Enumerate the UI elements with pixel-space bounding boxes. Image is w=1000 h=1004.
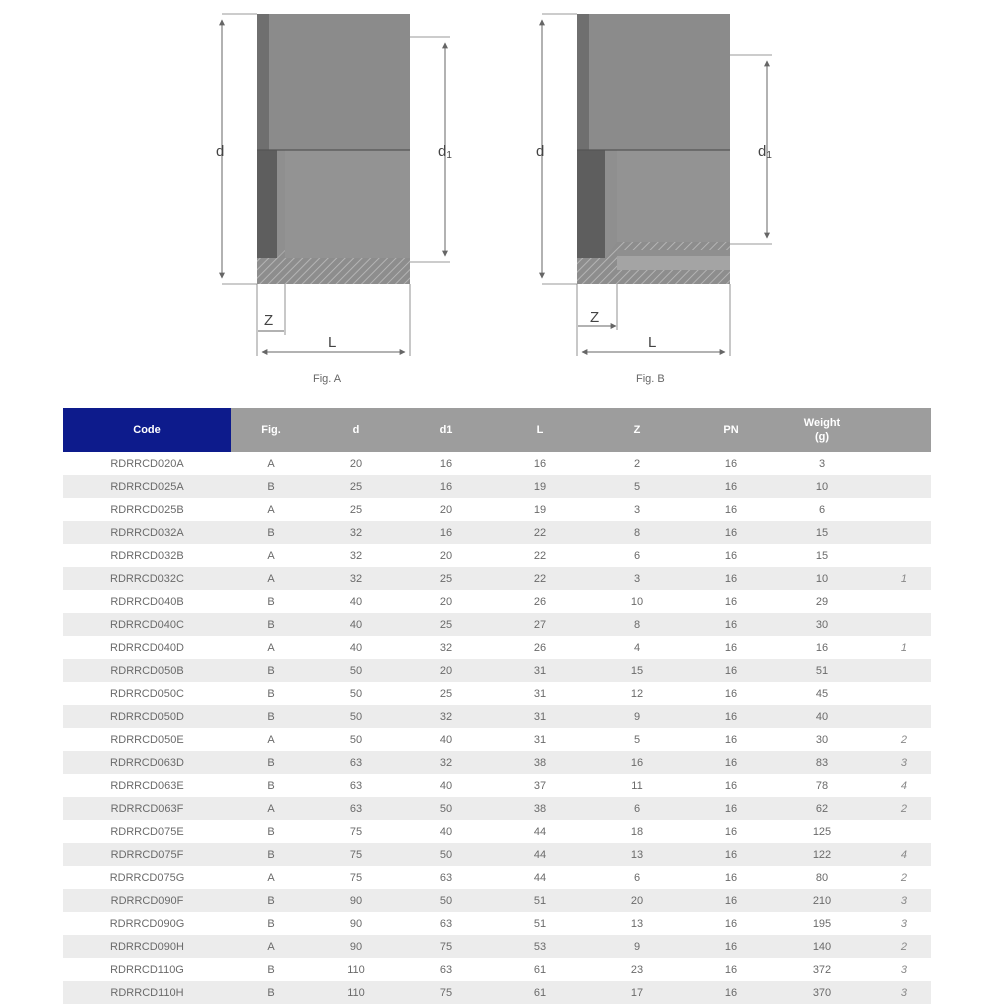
header-fig: Fig. bbox=[231, 408, 311, 452]
cell-d1: 63 bbox=[401, 958, 491, 981]
cell-code: RDRRCD075G bbox=[63, 866, 231, 889]
cell-d: 50 bbox=[311, 728, 401, 751]
cell-d1: 75 bbox=[401, 981, 491, 1004]
table-row bbox=[63, 935, 931, 958]
header-weight bbox=[777, 408, 867, 452]
table-row bbox=[63, 820, 931, 843]
table-row bbox=[63, 636, 931, 659]
table-row bbox=[63, 728, 931, 751]
cell-weight: 6 bbox=[777, 498, 867, 521]
cell-l: 27 bbox=[491, 613, 589, 636]
cell-l: 51 bbox=[491, 912, 589, 935]
header-d: d bbox=[311, 408, 401, 452]
cell-weight: 140 bbox=[777, 935, 867, 958]
cell-z: 12 bbox=[589, 682, 685, 705]
cell-l: 31 bbox=[491, 682, 589, 705]
cell-code: RDRRCD050B bbox=[63, 659, 231, 682]
cell-weight: 370 bbox=[777, 981, 867, 1004]
cell-code: RDRRCD050D bbox=[63, 705, 231, 728]
fig-a-label-d1: d1 bbox=[438, 143, 452, 161]
cell-weight: 45 bbox=[777, 682, 867, 705]
cell-code: RDRRCD063E bbox=[63, 774, 231, 797]
cell-d1: 50 bbox=[401, 889, 491, 912]
table-row bbox=[63, 498, 931, 521]
cell-d: 90 bbox=[311, 935, 401, 958]
cell-l: 22 bbox=[491, 567, 589, 590]
header-weight-label: Weight bbox=[803, 417, 841, 429]
cell-d: 63 bbox=[311, 751, 401, 774]
table-row bbox=[63, 475, 931, 498]
cell-weight: 30 bbox=[777, 728, 867, 751]
cell-weight: 122 bbox=[777, 843, 867, 866]
cell-weight: 125 bbox=[777, 820, 867, 843]
cell-pn: 16 bbox=[685, 613, 777, 636]
header-d1: d1 bbox=[401, 408, 491, 452]
fig-a-label-z: Z bbox=[264, 312, 274, 329]
cell-note: 3 bbox=[867, 981, 931, 1004]
cell-z: 13 bbox=[589, 912, 685, 935]
cell-d: 25 bbox=[311, 475, 401, 498]
cell-code: RDRRCD075E bbox=[63, 820, 231, 843]
cell-l: 38 bbox=[491, 751, 589, 774]
cell-l: 44 bbox=[491, 820, 589, 843]
table-row bbox=[63, 521, 931, 544]
cell-code: RDRRCD025B bbox=[63, 498, 231, 521]
cell-fig: B bbox=[231, 958, 311, 981]
cell-l: 31 bbox=[491, 728, 589, 751]
cell-d: 63 bbox=[311, 797, 401, 820]
header-z: Z bbox=[589, 408, 685, 452]
cell-pn: 16 bbox=[685, 498, 777, 521]
fig-b-bore bbox=[617, 150, 730, 242]
cell-d1: 32 bbox=[401, 751, 491, 774]
cell-z: 9 bbox=[589, 705, 685, 728]
cell-pn: 16 bbox=[685, 728, 777, 751]
cell-fig: B bbox=[231, 981, 311, 1004]
table-row bbox=[63, 705, 931, 728]
cell-code: RDRRCD090H bbox=[63, 935, 231, 958]
cell-weight: 3 bbox=[777, 452, 867, 475]
cell-note bbox=[867, 820, 931, 843]
cell-fig: B bbox=[231, 774, 311, 797]
cell-fig: A bbox=[231, 452, 311, 475]
cell-l: 61 bbox=[491, 958, 589, 981]
cell-note: 3 bbox=[867, 958, 931, 981]
cell-d1: 16 bbox=[401, 521, 491, 544]
cell-note bbox=[867, 544, 931, 567]
cell-d: 90 bbox=[311, 889, 401, 912]
header-l: L bbox=[491, 408, 589, 452]
cell-pn: 16 bbox=[685, 912, 777, 935]
cell-d1: 40 bbox=[401, 820, 491, 843]
fig-b-hatch-lower bbox=[617, 270, 730, 284]
cell-note: 2 bbox=[867, 728, 931, 751]
cell-fig: B bbox=[231, 590, 311, 613]
cell-note bbox=[867, 590, 931, 613]
cell-z: 3 bbox=[589, 498, 685, 521]
cell-pn: 16 bbox=[685, 843, 777, 866]
fig-a-wall bbox=[257, 150, 277, 258]
cell-fig: A bbox=[231, 728, 311, 751]
cell-pn: 16 bbox=[685, 705, 777, 728]
cell-pn: 16 bbox=[685, 751, 777, 774]
cell-note: 3 bbox=[867, 751, 931, 774]
cell-d: 75 bbox=[311, 866, 401, 889]
cell-d1: 32 bbox=[401, 636, 491, 659]
cell-weight: 51 bbox=[777, 659, 867, 682]
fig-b-label-d: d bbox=[536, 143, 545, 160]
cell-l: 22 bbox=[491, 544, 589, 567]
cell-code: RDRRCD032C bbox=[63, 567, 231, 590]
fig-b-outer-edge bbox=[577, 14, 589, 150]
cell-d1: 40 bbox=[401, 774, 491, 797]
cell-note: 3 bbox=[867, 889, 931, 912]
cell-code: RDRRCD050E bbox=[63, 728, 231, 751]
cell-z: 11 bbox=[589, 774, 685, 797]
cell-weight: 40 bbox=[777, 705, 867, 728]
cell-fig: B bbox=[231, 820, 311, 843]
cell-z: 3 bbox=[589, 567, 685, 590]
cell-pn: 16 bbox=[685, 797, 777, 820]
cell-code: RDRRCD032B bbox=[63, 544, 231, 567]
cell-d1: 16 bbox=[401, 452, 491, 475]
cell-d: 32 bbox=[311, 544, 401, 567]
header-weight-unit: (g) bbox=[814, 431, 830, 443]
cell-weight: 16 bbox=[777, 636, 867, 659]
cell-z: 20 bbox=[589, 889, 685, 912]
cell-note bbox=[867, 498, 931, 521]
header-pn: PN bbox=[685, 408, 777, 452]
cell-fig: A bbox=[231, 567, 311, 590]
cell-pn: 16 bbox=[685, 521, 777, 544]
cell-pn: 16 bbox=[685, 981, 777, 1004]
fig-b-wall bbox=[577, 150, 605, 258]
cell-weight: 78 bbox=[777, 774, 867, 797]
cell-fig: A bbox=[231, 797, 311, 820]
cell-z: 15 bbox=[589, 659, 685, 682]
cell-fig: B bbox=[231, 521, 311, 544]
cell-l: 31 bbox=[491, 705, 589, 728]
cell-weight: 29 bbox=[777, 590, 867, 613]
fig-b-drawing bbox=[536, 14, 772, 356]
cell-fig: B bbox=[231, 843, 311, 866]
cell-z: 23 bbox=[589, 958, 685, 981]
table-row bbox=[63, 912, 931, 935]
fig-b-inner-ring bbox=[617, 256, 730, 270]
cell-code: RDRRCD032A bbox=[63, 521, 231, 544]
cell-pn: 16 bbox=[685, 958, 777, 981]
cell-note bbox=[867, 659, 931, 682]
spec-table bbox=[63, 408, 931, 1004]
cell-d1: 25 bbox=[401, 613, 491, 636]
cell-note bbox=[867, 521, 931, 544]
cell-note bbox=[867, 613, 931, 636]
cell-note: 4 bbox=[867, 774, 931, 797]
cell-d: 40 bbox=[311, 636, 401, 659]
table-row bbox=[63, 567, 931, 590]
cell-d1: 25 bbox=[401, 682, 491, 705]
fig-b-outer-body bbox=[577, 14, 730, 150]
cell-l: 19 bbox=[491, 475, 589, 498]
cell-z: 6 bbox=[589, 544, 685, 567]
drawings-svg bbox=[0, 0, 1000, 400]
cell-z: 10 bbox=[589, 590, 685, 613]
cell-pn: 16 bbox=[685, 889, 777, 912]
cell-code: RDRRCD040C bbox=[63, 613, 231, 636]
cell-note: 3 bbox=[867, 912, 931, 935]
cell-weight: 83 bbox=[777, 751, 867, 774]
table-row bbox=[63, 751, 931, 774]
cell-d1: 16 bbox=[401, 475, 491, 498]
cell-weight: 15 bbox=[777, 521, 867, 544]
table-row bbox=[63, 774, 931, 797]
table-row bbox=[63, 889, 931, 912]
cell-pn: 16 bbox=[685, 544, 777, 567]
cell-d: 25 bbox=[311, 498, 401, 521]
cell-z: 5 bbox=[589, 475, 685, 498]
cell-pn: 16 bbox=[685, 475, 777, 498]
cell-weight: 15 bbox=[777, 544, 867, 567]
cell-d: 63 bbox=[311, 774, 401, 797]
cell-l: 26 bbox=[491, 636, 589, 659]
cell-d1: 63 bbox=[401, 912, 491, 935]
cell-weight: 30 bbox=[777, 613, 867, 636]
cell-z: 18 bbox=[589, 820, 685, 843]
cell-z: 8 bbox=[589, 613, 685, 636]
cell-z: 4 bbox=[589, 636, 685, 659]
table-row bbox=[63, 682, 931, 705]
cell-weight: 10 bbox=[777, 475, 867, 498]
cell-pn: 16 bbox=[685, 452, 777, 475]
table-row bbox=[63, 958, 931, 981]
cell-d: 110 bbox=[311, 981, 401, 1004]
cell-d1: 20 bbox=[401, 659, 491, 682]
cell-d1: 40 bbox=[401, 728, 491, 751]
cell-fig: A bbox=[231, 544, 311, 567]
cell-d: 32 bbox=[311, 521, 401, 544]
cell-code: RDRRCD075F bbox=[63, 843, 231, 866]
cell-d1: 50 bbox=[401, 843, 491, 866]
cell-d: 50 bbox=[311, 682, 401, 705]
cell-d: 90 bbox=[311, 912, 401, 935]
cell-d1: 32 bbox=[401, 705, 491, 728]
fig-b-caption: Fig. B bbox=[636, 373, 665, 385]
cell-l: 38 bbox=[491, 797, 589, 820]
cell-fig: A bbox=[231, 935, 311, 958]
cell-l: 61 bbox=[491, 981, 589, 1004]
table-row bbox=[63, 866, 931, 889]
fig-a-label-l: L bbox=[328, 334, 337, 351]
cell-weight: 80 bbox=[777, 866, 867, 889]
cell-pn: 16 bbox=[685, 935, 777, 958]
cell-l: 19 bbox=[491, 498, 589, 521]
table-row bbox=[63, 452, 931, 475]
cell-code: RDRRCD110G bbox=[63, 958, 231, 981]
cell-d: 32 bbox=[311, 567, 401, 590]
cell-l: 51 bbox=[491, 889, 589, 912]
cell-d1: 20 bbox=[401, 498, 491, 521]
cell-l: 31 bbox=[491, 659, 589, 682]
fig-a-outer-body bbox=[257, 14, 410, 150]
cell-z: 17 bbox=[589, 981, 685, 1004]
cell-note: 1 bbox=[867, 636, 931, 659]
cell-note bbox=[867, 452, 931, 475]
cell-fig: A bbox=[231, 866, 311, 889]
cell-d1: 75 bbox=[401, 935, 491, 958]
cell-note: 1 bbox=[867, 567, 931, 590]
fig-b-label-l: L bbox=[648, 334, 657, 351]
cell-note: 4 bbox=[867, 843, 931, 866]
cell-weight: 210 bbox=[777, 889, 867, 912]
cell-z: 16 bbox=[589, 751, 685, 774]
cell-l: 22 bbox=[491, 521, 589, 544]
cell-note: 2 bbox=[867, 797, 931, 820]
table-row bbox=[63, 797, 931, 820]
fig-a-bore bbox=[285, 150, 410, 258]
cell-fig: B bbox=[231, 659, 311, 682]
table-header-row bbox=[63, 408, 931, 452]
cell-code: RDRRCD063F bbox=[63, 797, 231, 820]
cell-d1: 63 bbox=[401, 866, 491, 889]
fig-a-drawing bbox=[216, 14, 452, 356]
cell-code: RDRRCD063D bbox=[63, 751, 231, 774]
cell-d: 75 bbox=[311, 820, 401, 843]
table-body bbox=[63, 452, 931, 1004]
cell-fig: B bbox=[231, 682, 311, 705]
cell-pn: 16 bbox=[685, 659, 777, 682]
technical-drawings bbox=[0, 0, 1000, 400]
cell-l: 53 bbox=[491, 935, 589, 958]
cell-pn: 16 bbox=[685, 820, 777, 843]
cell-weight: 62 bbox=[777, 797, 867, 820]
cell-pn: 16 bbox=[685, 866, 777, 889]
cell-z: 9 bbox=[589, 935, 685, 958]
table-row bbox=[63, 981, 931, 1004]
cell-note: 2 bbox=[867, 935, 931, 958]
cell-fig: B bbox=[231, 751, 311, 774]
fig-a-caption: Fig. A bbox=[313, 373, 342, 385]
cell-d: 40 bbox=[311, 613, 401, 636]
cell-z: 2 bbox=[589, 452, 685, 475]
fig-b-label-d1: d1 bbox=[758, 143, 772, 161]
cell-d1: 20 bbox=[401, 590, 491, 613]
table-row bbox=[63, 843, 931, 866]
cell-weight: 372 bbox=[777, 958, 867, 981]
cell-note: 2 bbox=[867, 866, 931, 889]
fig-a-outer-edge bbox=[257, 14, 269, 150]
cell-fig: B bbox=[231, 889, 311, 912]
cell-fig: A bbox=[231, 498, 311, 521]
cell-z: 13 bbox=[589, 843, 685, 866]
cell-fig: A bbox=[231, 636, 311, 659]
cell-z: 6 bbox=[589, 797, 685, 820]
fig-a-label-d: d bbox=[216, 143, 225, 160]
cell-fig: B bbox=[231, 475, 311, 498]
cell-d: 20 bbox=[311, 452, 401, 475]
cell-weight: 10 bbox=[777, 567, 867, 590]
cell-d: 110 bbox=[311, 958, 401, 981]
cell-z: 8 bbox=[589, 521, 685, 544]
fig-b-label-z: Z bbox=[590, 309, 600, 326]
cell-code: RDRRCD090F bbox=[63, 889, 231, 912]
cell-code: RDRRCD040D bbox=[63, 636, 231, 659]
cell-code: RDRRCD020A bbox=[63, 452, 231, 475]
cell-l: 44 bbox=[491, 866, 589, 889]
cell-fig: B bbox=[231, 705, 311, 728]
table-row bbox=[63, 544, 931, 567]
table-row bbox=[63, 590, 931, 613]
cell-d: 50 bbox=[311, 705, 401, 728]
cell-code: RDRRCD090G bbox=[63, 912, 231, 935]
cell-fig: B bbox=[231, 613, 311, 636]
header-code: Code bbox=[63, 408, 231, 452]
cell-code: RDRRCD025A bbox=[63, 475, 231, 498]
cell-pn: 16 bbox=[685, 590, 777, 613]
cell-note bbox=[867, 682, 931, 705]
cell-d: 50 bbox=[311, 659, 401, 682]
cell-d: 40 bbox=[311, 590, 401, 613]
cell-pn: 16 bbox=[685, 567, 777, 590]
cell-pn: 16 bbox=[685, 682, 777, 705]
cell-code: RDRRCD040B bbox=[63, 590, 231, 613]
table-row bbox=[63, 613, 931, 636]
cell-d1: 50 bbox=[401, 797, 491, 820]
cell-z: 5 bbox=[589, 728, 685, 751]
cell-l: 16 bbox=[491, 452, 589, 475]
cell-l: 37 bbox=[491, 774, 589, 797]
cell-note bbox=[867, 705, 931, 728]
cell-l: 44 bbox=[491, 843, 589, 866]
cell-fig: B bbox=[231, 912, 311, 935]
cell-z: 6 bbox=[589, 866, 685, 889]
cell-d: 75 bbox=[311, 843, 401, 866]
cell-weight: 195 bbox=[777, 912, 867, 935]
cell-l: 26 bbox=[491, 590, 589, 613]
cell-code: RDRRCD110H bbox=[63, 981, 231, 1004]
cell-d1: 25 bbox=[401, 567, 491, 590]
cell-d1: 20 bbox=[401, 544, 491, 567]
header-note bbox=[867, 408, 931, 452]
cell-note bbox=[867, 475, 931, 498]
cell-pn: 16 bbox=[685, 636, 777, 659]
table-row bbox=[63, 659, 931, 682]
cell-code: RDRRCD050C bbox=[63, 682, 231, 705]
cell-pn: 16 bbox=[685, 774, 777, 797]
